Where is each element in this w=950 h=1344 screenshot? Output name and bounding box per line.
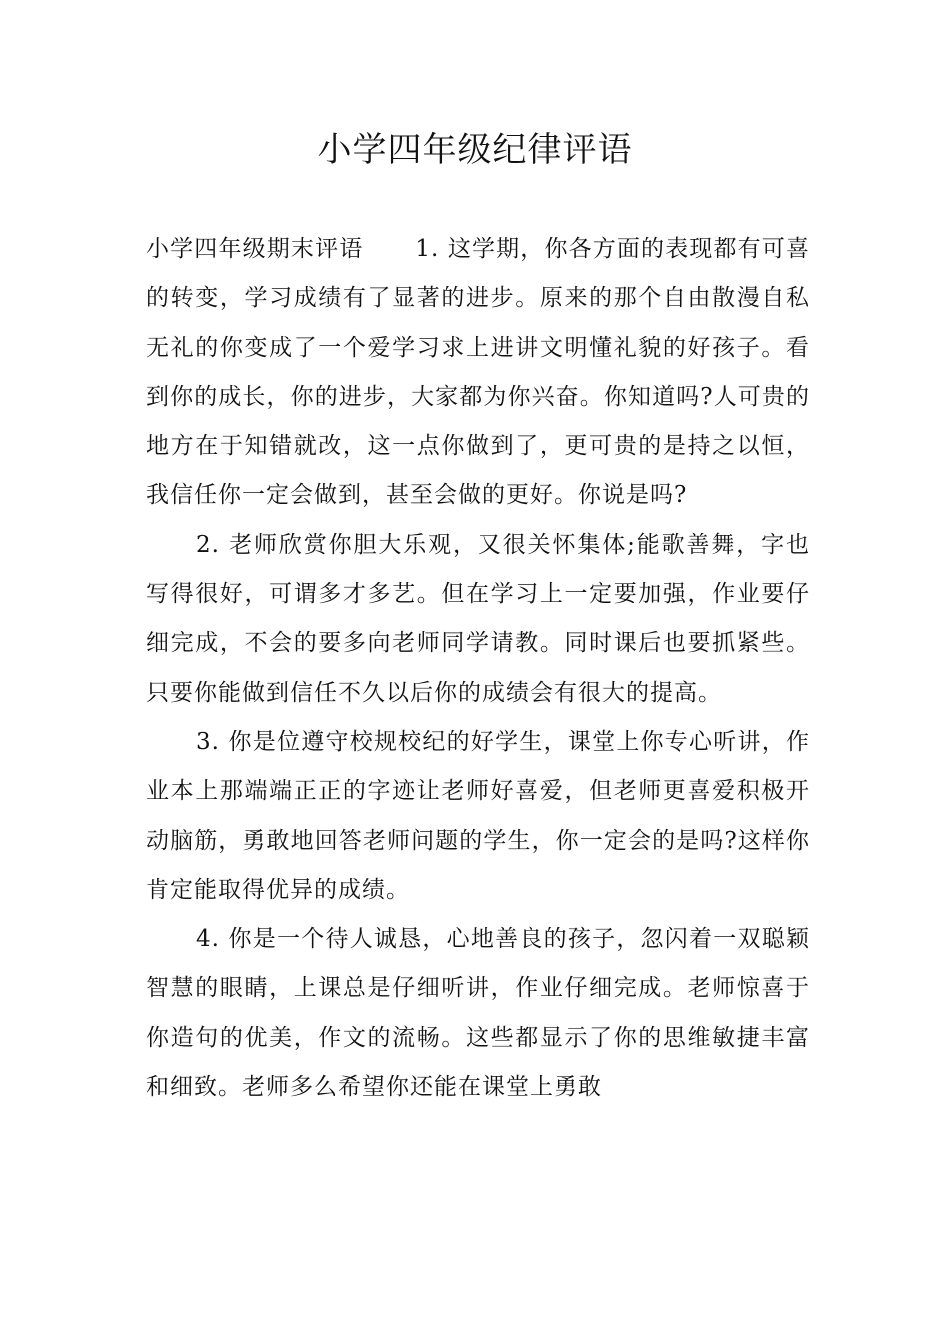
paragraph-3: 3. 你是位遵守校规校纪的好学生，课堂上你专心听讲，作业本上那端端正正的字迹让老师好喜爱，但老师更喜爱积极开动脑筋，勇敢地回答老师问题的学生，你一定会的是吗?这样你肯定能取得优异的成绩。 [146,728,810,903]
paragraph-2: 2. 老师欣赏你胆大乐观，又很关怀集体;能歌善舞，字也写得很好，可谓多才多艺。但在学习上一定要加强，作业要仔细完成，不会的要多向老师同学请教。同时课后也要抓紧些。只要你能做到信任不久以后你的成绩会有很大的提高。 [146,531,810,706]
document-body [146,225,810,1112]
paragraph-4: 4. 你是一个待人诚恳，心地善良的孩子，忽闪着一双聪颖智慧的眼睛，上课总是仔细听讲，作业仔细完成。老师惊喜于你造句的优美，作文的流畅。这些都显示了你的思维敏捷丰富和细致。老师多么希望你还能在课堂上勇敢 [146,926,810,1101]
paragraph-text: 1. 这学期，你各方面的表现都有可喜的转变，学习成绩有了显著的进步。原来的那个自由散漫自私无礼的你变成了一个爱学习求上进讲文明懂礼貌的好孩子。看到你的成长，你的进步，大家都为你兴奋。你知道吗?人可贵的地方在于知错就改，这一点你做到了，更可贵的是持之以恒，我信任你一定会做到，甚至会做的更好。你说是吗? [146,236,810,509]
paragraph-1 [146,225,810,521]
intro-label: 小学四年级期末评语 [146,236,364,262]
document-title: 小学四年级纪律评语 [317,130,633,170]
